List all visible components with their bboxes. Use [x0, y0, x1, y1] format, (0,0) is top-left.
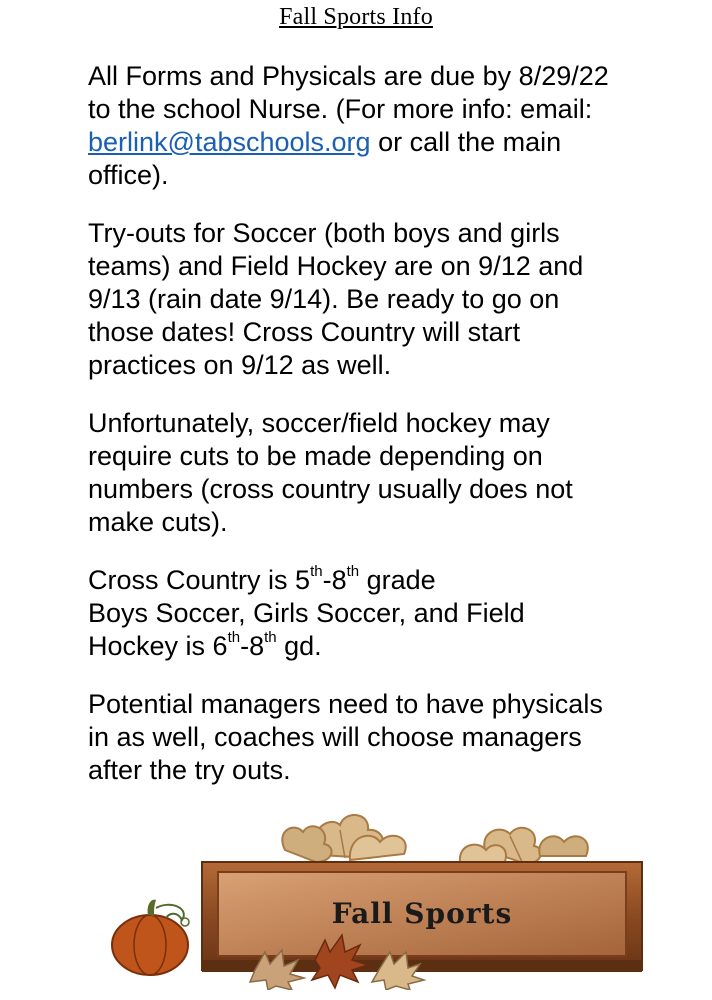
text-line: All Forms and Physicals are due by 8/29/22	[88, 61, 609, 91]
fall-sports-illustration	[90, 800, 650, 990]
forms-paragraph	[88, 60, 668, 192]
pumpkin-icon	[112, 900, 189, 975]
cuts-paragraph	[88, 407, 668, 539]
text-fragment: gd.	[276, 631, 322, 661]
text-line: practices on 9/12 as well.	[88, 350, 392, 380]
banner-label: Fall Sports	[331, 897, 513, 930]
text-fragment: or call the main	[370, 127, 562, 157]
text-fragment: Hockey is 6	[88, 631, 228, 661]
text-line: Potential managers need to have physicals	[88, 689, 603, 719]
text-line: 9/13 (rain date 9/14). Be ready to go on	[88, 284, 560, 314]
autumn-leaves-icon	[282, 815, 588, 864]
text-line: Unfortunately, soccer/field hockey may	[88, 408, 550, 438]
text-line: Boys Soccer, Girls Soccer, and Field	[88, 598, 525, 628]
text-line: make cuts).	[88, 507, 228, 537]
fall-sports-graphic	[90, 800, 650, 995]
text-line: after the try outs.	[88, 755, 291, 785]
text-line: Try-outs for Soccer (both boys and girls	[88, 218, 560, 248]
grades-paragraph	[88, 564, 668, 663]
managers-paragraph	[88, 688, 668, 787]
info-body	[88, 60, 668, 812]
text-line	[88, 126, 668, 159]
ordinal-suffix: th	[227, 629, 241, 646]
text-line: require cuts to be made depending on	[88, 441, 543, 471]
text-fragment: -8	[240, 631, 265, 661]
text-fragment: Cross Country is 5	[88, 565, 311, 595]
text-line	[88, 564, 668, 597]
text-fragment: grade	[359, 565, 436, 595]
text-line: to the school Nurse. (For more info: email:	[88, 94, 593, 124]
text-fragment: -8	[322, 565, 347, 595]
text-line	[88, 630, 668, 663]
page-title: Fall Sports Info	[279, 4, 433, 30]
text-line: teams) and Field Hockey are on 9/12 and	[88, 251, 584, 281]
ordinal-suffix: th	[264, 629, 277, 646]
email-link[interactable]: berlink@tabschools.org	[88, 127, 371, 157]
text-line: numbers (cross country usually does not	[88, 474, 573, 504]
tryouts-paragraph	[88, 217, 668, 382]
text-line: in as well, coaches will choose managers	[88, 722, 582, 752]
ordinal-suffix: th	[310, 563, 323, 580]
ordinal-suffix: th	[346, 563, 360, 580]
text-line: those dates! Cross Country will start	[88, 317, 521, 347]
text-line: office).	[88, 160, 169, 190]
